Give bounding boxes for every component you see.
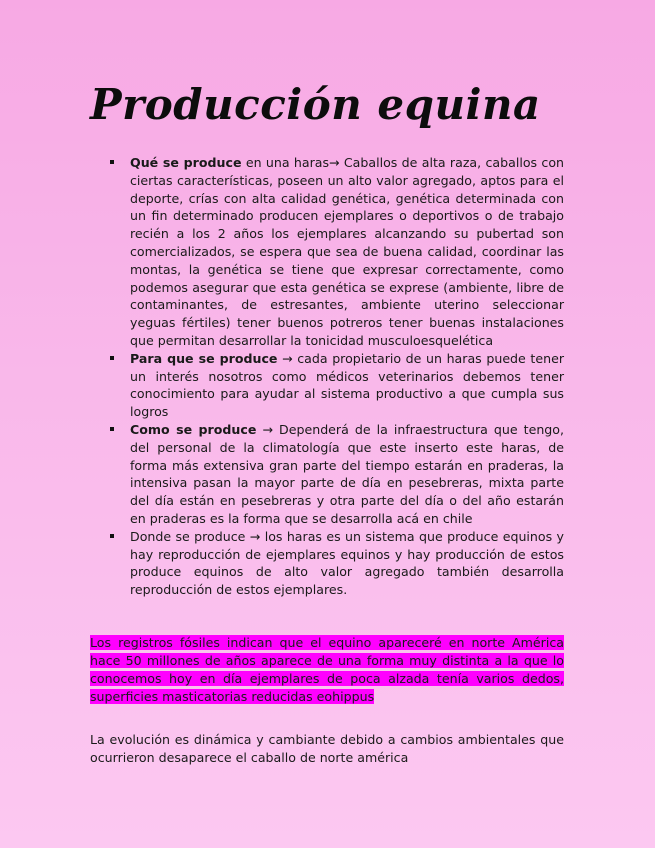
- list-item: [110, 528, 564, 599]
- bullet-lead: Para que se produce: [130, 350, 278, 366]
- page-title: Producción equina: [90, 80, 541, 129]
- bullet-lead: Como se produce: [130, 421, 257, 437]
- list-item: [110, 421, 564, 528]
- highlighted-paragraph: [90, 634, 564, 706]
- bullet-text: → Dependerá de la infraestructura que tengo, del personal de la climatología que este inserto este haras, de forma más extensiva gran parte del tiempo estarán en praderas, la intensiva pasan la mayor parte de día en pesebreras, mixta parte del día están en pesebreras y otra parte del día o del año estarán en praderas es la forma que se desarrolla acá en chile: [130, 421, 565, 526]
- list-item: [110, 154, 564, 350]
- bullet-lead: Qué se produce: [130, 155, 242, 170]
- list-item: [110, 350, 564, 421]
- bullet-text: → cada propietario de un haras puede tener un interés nosotros como médicos veterinarios debemos tener conocimiento para ayudar al sistema productivo a que cumpla sus logros: [130, 350, 564, 420]
- closing-paragraph: La evolución es dinámica y cambiante debido a cambios ambientales que ocurrieron desaparece el caballo de norte américa: [90, 732, 564, 765]
- highlighted-text: Los registros fósiles indican que el equino apareceré en norte América hace 50 millones de años aparece de una forma muy distinta a la que lo conocemos hoy en día ejemplares de poca alzada tenía varios dedos, superficies masticatorias reducidas eohippus: [90, 635, 564, 704]
- bullet-text: en una haras→ Caballos de alta raza, caballos con ciertas características, poseen un alto valor agregado, aptos para el deporte, crías con alta calidad genética, genética determinada con un fin determinado producen ejemplares o deportivos o de trabajo recién a los 2 años los ejemplares alcanzando su pubertad son comercializados, se espera que sea de buena calidad, coordinar las montas, la genética se tiene que expresar correctamente, como podemos asegurar que esta genética se exprese (ambiente, libre de contaminantes, de estresantes, ambiente uterino seleccionar yeguas fértiles) tener buenos potreros tener buenas instalaciones que permitan desarrollar la tonicidad musculoesquelética: [130, 155, 565, 348]
- bullet-list: [110, 154, 564, 599]
- bullet-text: Donde se produce → los haras es un sistema que produce equinos y hay reproducción de ejemplares equinos y hay producción de estos produce equinos de alto valor agregado también desarrolla reproducción de estos ejemplares.: [130, 528, 564, 598]
